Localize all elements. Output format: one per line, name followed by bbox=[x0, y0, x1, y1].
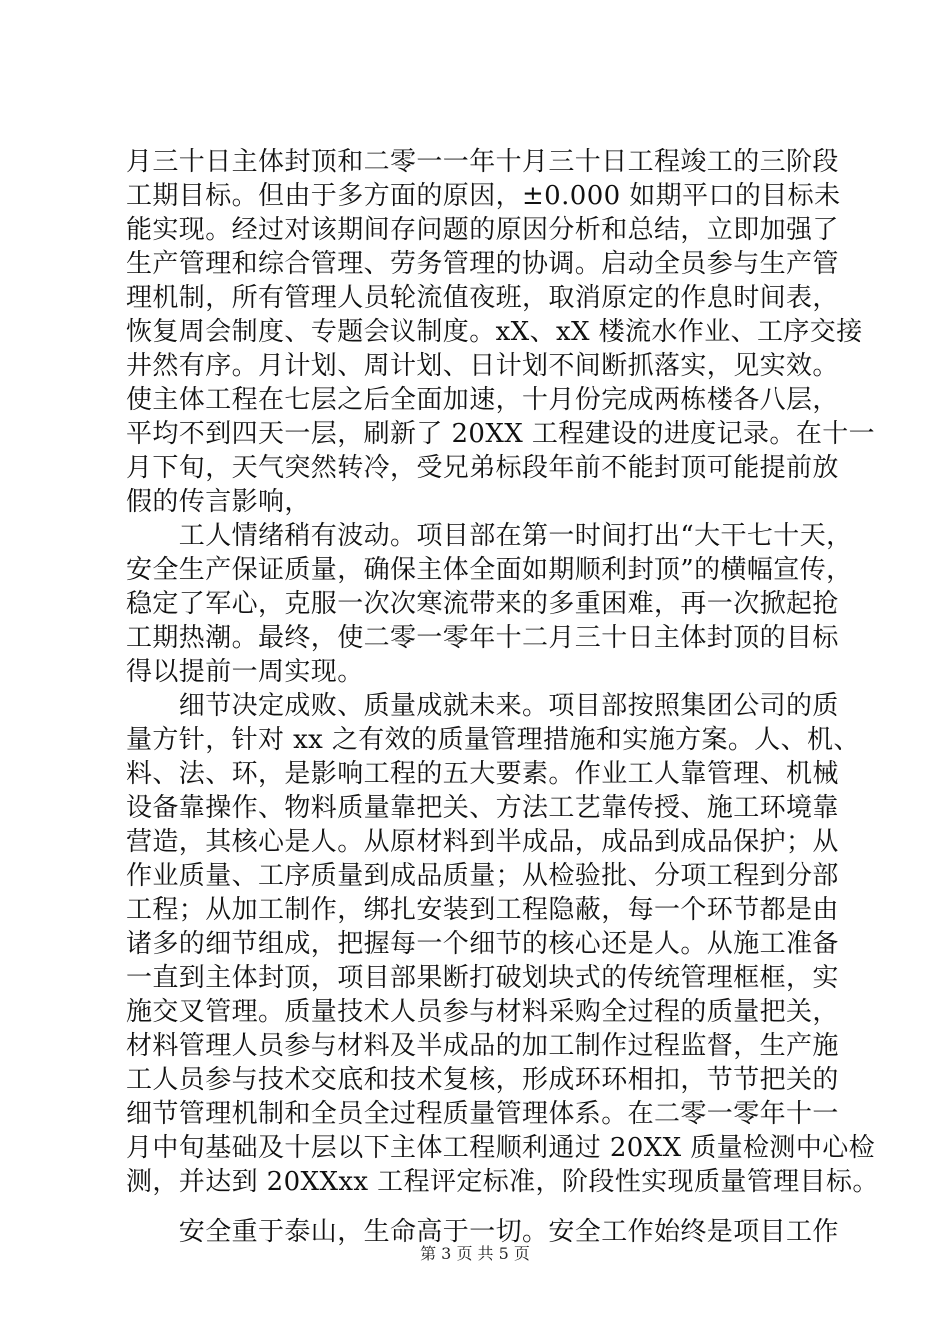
text-line: 量方针，针对 xx 之有效的质量管理措施和实施方案。人、机、 bbox=[126, 725, 860, 755]
text-line: 工期目标。但由于多方面的原因，±0.000 如期平口的目标未 bbox=[126, 181, 841, 211]
text-line: 工人员参与技术交底和技术复核，形成环环相扣，节节把关的 bbox=[126, 1065, 839, 1095]
text-line: 假的传言影响， bbox=[126, 487, 311, 517]
text-line: 理机制，所有管理人员轮流值夜班，取消原定的作息时间表， bbox=[126, 283, 839, 313]
document-body bbox=[126, 145, 879, 1249]
text-line: 平均不到四天一层，刷新了 20XX 工程建设的进度记录。在十一 bbox=[126, 419, 876, 449]
text-line: 设备靠操作、物料质量靠把关、方法工艺靠传授、施工环境靠 bbox=[126, 793, 839, 823]
text-line: 生产管理和综合管理、劳务管理的协调。启动全员参与生产管 bbox=[126, 249, 839, 279]
text-line: 施交叉管理。质量技术人员参与材料采购全过程的质量把关， bbox=[126, 997, 839, 1027]
text-line: 作业质量、工序质量到成品质量；从检验批、分项工程到分部 bbox=[126, 861, 839, 891]
text-line: 稳定了军心，克服一次次寒流带来的多重困难，再一次掀起抢 bbox=[126, 589, 839, 619]
text-line: 恢复周会制度、专题会议制度。xX、xX 楼流水作业、工序交接 bbox=[126, 317, 863, 347]
text-line: 月中旬基础及十层以下主体工程顺利通过 20XX 质量检测中心检 bbox=[126, 1133, 876, 1163]
text-line: 月下旬，天气突然转冷，受兄弟标段年前不能封顶可能提前放 bbox=[126, 453, 839, 483]
text-line: 测，并达到 20XXxx 工程评定标准，阶段性实现质量管理目标。 bbox=[126, 1167, 879, 1197]
text-line: 安全重于泰山，生命高于一切。安全工作始终是项目工作 bbox=[126, 1217, 839, 1247]
text-line: 安全生产保证质量，确保主体全面如期顺利封顶”的横幅宣传， bbox=[126, 555, 853, 585]
text-line: 细节管理机制和全员全过程质量管理体系。在二零一零年十一 bbox=[126, 1099, 839, 1129]
page-number-footer: 第 3 页 共 5 页 bbox=[420, 1244, 530, 1263]
text-line: 细节决定成败、质量成就未来。项目部按照集团公司的质 bbox=[126, 691, 839, 721]
text-line: 料、法、环，是影响工程的五大要素。作业工人靠管理、机械 bbox=[126, 759, 839, 789]
text-line: 使主体工程在七层之后全面加速，十月份完成两栋楼各八层， bbox=[126, 385, 839, 415]
text-line: 诸多的细节组成，把握每一个细节的核心还是人。从施工准备 bbox=[126, 929, 839, 959]
text-line: 得以提前一周实现。 bbox=[126, 657, 364, 687]
text-line: 工期热潮。最终，使二零一零年十二月三十日主体封顶的目标 bbox=[126, 623, 839, 653]
text-line: 工程；从加工制作，绑扎安装到工程隐蔽，每一个环节都是由 bbox=[126, 895, 839, 925]
text-line: 一直到主体封顶，项目部果断打破划块式的传统管理框框，实 bbox=[126, 963, 839, 993]
text-line: 工人情绪稍有波动。项目部在第一时间打出“大干七十天， bbox=[126, 521, 853, 551]
text-line: 材料管理人员参与材料及半成品的加工制作过程监督，生产施 bbox=[126, 1031, 839, 1061]
text-line: 能实现。经过对该期间存问题的原因分析和总结，立即加强了 bbox=[126, 215, 839, 245]
paragraph-gap bbox=[126, 1199, 846, 1215]
text-line: 营造，其核心是人。从原材料到半成品，成品到成品保护；从 bbox=[126, 827, 839, 857]
text-line: 井然有序。月计划、周计划、日计划不间断抓落实，见实效。 bbox=[126, 351, 839, 381]
text-line: 月三十日主体封顶和二零一一年十月三十日工程竣工的三阶段 bbox=[126, 147, 839, 177]
